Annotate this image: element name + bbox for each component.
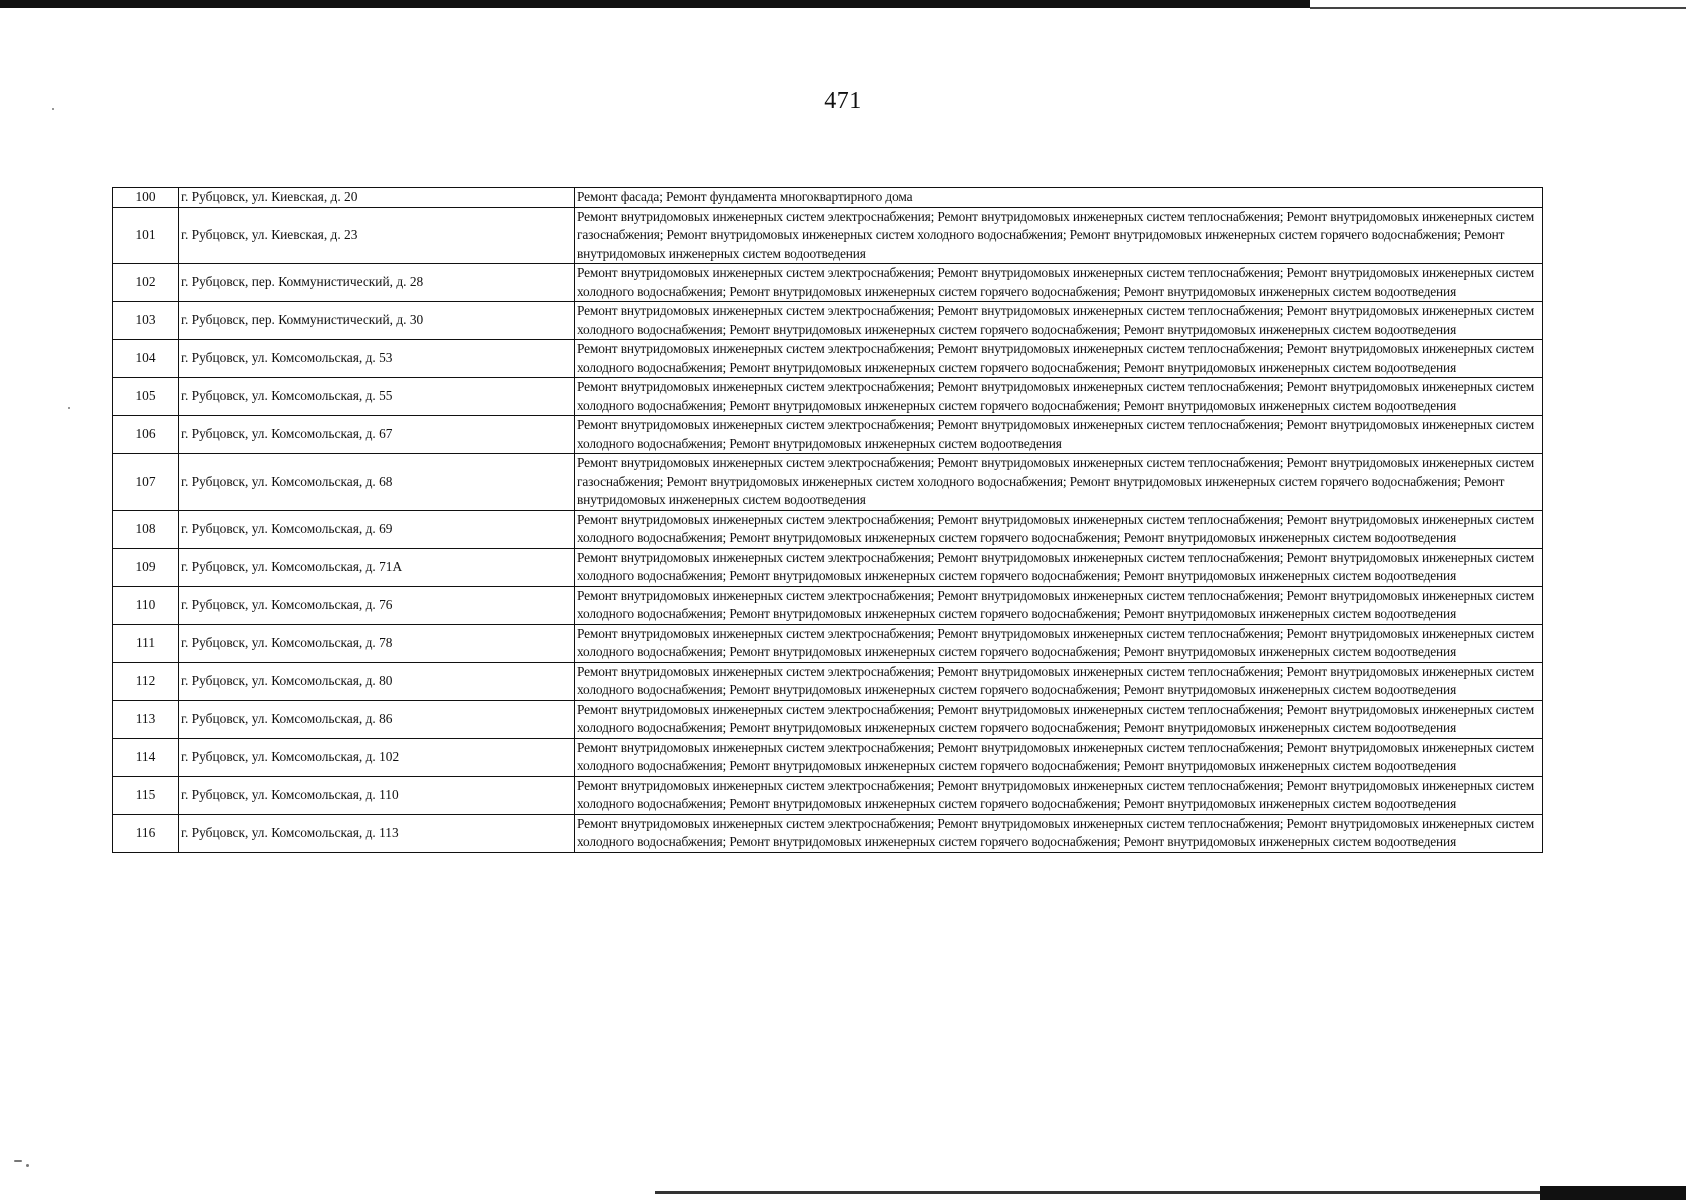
table-row	[113, 378, 1543, 416]
row-number-cell: 106	[113, 416, 179, 454]
row-number-cell: 110	[113, 586, 179, 624]
table-row	[113, 340, 1543, 378]
works-cell: Ремонт внутридомовых инженерных систем электроснабжения; Ремонт внутридомовых инженерных систем теплоснабжения; Ремонт внутридомовых инженерных систем холодного водоснабжения; Ремонт внутридомовых инженерных систем горячего водоснабжения; Ремонт внутридомовых инженерных систем водоотведения	[575, 624, 1543, 662]
row-number-cell: 115	[113, 776, 179, 814]
address-cell: г. Рубцовск, ул. Комсомольская, д. 55	[179, 378, 575, 416]
address-cell: г. Рубцовск, ул. Комсомольская, д. 53	[179, 340, 575, 378]
table-row	[113, 188, 1543, 208]
repair-works-table	[112, 187, 1543, 853]
table-row	[113, 302, 1543, 340]
works-cell: Ремонт внутридомовых инженерных систем электроснабжения; Ремонт внутридомовых инженерных систем теплоснабжения; Ремонт внутридомовых инженерных систем холодного водоснабжения; Ремонт внутридомовых инженерных систем горячего водоснабжения; Ремонт внутридомовых инженерных систем водоотведения	[575, 340, 1543, 378]
address-cell: г. Рубцовск, ул. Комсомольская, д. 67	[179, 416, 575, 454]
address-cell: г. Рубцовск, ул. Комсомольская, д. 68	[179, 454, 575, 511]
row-number-cell: 113	[113, 700, 179, 738]
address-cell: г. Рубцовск, ул. Комсомольская, д. 69	[179, 510, 575, 548]
address-cell: г. Рубцовск, ул. Комсомольская, д. 102	[179, 738, 575, 776]
row-number-cell: 101	[113, 207, 179, 264]
scan-edge-top-thin	[1310, 7, 1686, 9]
table-row	[113, 700, 1543, 738]
works-cell: Ремонт внутридомовых инженерных систем электроснабжения; Ремонт внутридомовых инженерных систем теплоснабжения; Ремонт внутридомовых инженерных систем холодного водоснабжения; Ремонт внутридомовых инженерных систем горячего водоснабжения; Ремонт внутридомовых инженерных систем водоотведения	[575, 738, 1543, 776]
works-cell: Ремонт внутридомовых инженерных систем электроснабжения; Ремонт внутридомовых инженерных систем теплоснабжения; Ремонт внутридомовых инженерных систем холодного водоснабжения; Ремонт внутридомовых инженерных систем водоотведения	[575, 416, 1543, 454]
table-row	[113, 416, 1543, 454]
address-cell: г. Рубцовск, ул. Комсомольская, д. 78	[179, 624, 575, 662]
table-row	[113, 776, 1543, 814]
works-cell: Ремонт внутридомовых инженерных систем электроснабжения; Ремонт внутридомовых инженерных систем теплоснабжения; Ремонт внутридомовых инженерных систем газоснабжения; Ремонт внутридомовых инженерных систем холодного водоснабжения; Ремонт внутридомовых инженерных систем горячего водоснабжения; Ремонт внутридомовых инженерных систем водоотведения	[575, 454, 1543, 511]
table-row	[113, 586, 1543, 624]
row-number-cell: 116	[113, 814, 179, 852]
works-cell: Ремонт внутридомовых инженерных систем электроснабжения; Ремонт внутридомовых инженерных систем теплоснабжения; Ремонт внутридомовых инженерных систем холодного водоснабжения; Ремонт внутридомовых инженерных систем горячего водоснабжения; Ремонт внутридомовых инженерных систем водоотведения	[575, 586, 1543, 624]
row-number-cell: 107	[113, 454, 179, 511]
works-cell: Ремонт внутридомовых инженерных систем электроснабжения; Ремонт внутридомовых инженерных систем теплоснабжения; Ремонт внутридомовых инженерных систем газоснабжения; Ремонт внутридомовых инженерных систем холодного водоснабжения; Ремонт внутридомовых инженерных систем горячего водоснабжения; Ремонт внутридомовых инженерных систем водоотведения	[575, 207, 1543, 264]
works-cell: Ремонт фасада; Ремонт фундамента многоквартирного дома	[575, 188, 1543, 208]
works-cell: Ремонт внутридомовых инженерных систем электроснабжения; Ремонт внутридомовых инженерных систем теплоснабжения; Ремонт внутридомовых инженерных систем холодного водоснабжения; Ремонт внутридомовых инженерных систем горячего водоснабжения; Ремонт внутридомовых инженерных систем водоотведения	[575, 302, 1543, 340]
scan-edge-bottom	[1540, 1186, 1686, 1200]
scan-speck	[14, 1160, 22, 1162]
scan-speck	[26, 1164, 29, 1167]
row-number-cell: 111	[113, 624, 179, 662]
row-number-cell: 104	[113, 340, 179, 378]
row-number-cell: 103	[113, 302, 179, 340]
address-cell: г. Рубцовск, ул. Киевская, д. 20	[179, 188, 575, 208]
works-cell: Ремонт внутридомовых инженерных систем электроснабжения; Ремонт внутридомовых инженерных систем теплоснабжения; Ремонт внутридомовых инженерных систем холодного водоснабжения; Ремонт внутридомовых инженерных систем горячего водоснабжения; Ремонт внутридомовых инженерных систем водоотведения	[575, 510, 1543, 548]
row-number-cell: 109	[113, 548, 179, 586]
works-cell: Ремонт внутридомовых инженерных систем электроснабжения; Ремонт внутридомовых инженерных систем теплоснабжения; Ремонт внутридомовых инженерных систем холодного водоснабжения; Ремонт внутридомовых инженерных систем горячего водоснабжения; Ремонт внутридомовых инженерных систем водоотведения	[575, 814, 1543, 852]
works-cell: Ремонт внутридомовых инженерных систем электроснабжения; Ремонт внутридомовых инженерных систем теплоснабжения; Ремонт внутридомовых инженерных систем холодного водоснабжения; Ремонт внутридомовых инженерных систем горячего водоснабжения; Ремонт внутридомовых инженерных систем водоотведения	[575, 548, 1543, 586]
scan-speck	[68, 407, 70, 409]
table-row	[113, 662, 1543, 700]
address-cell: г. Рубцовск, пер. Коммунистический, д. 30	[179, 302, 575, 340]
table-row	[113, 814, 1543, 852]
works-cell: Ремонт внутридомовых инженерных систем электроснабжения; Ремонт внутридомовых инженерных систем теплоснабжения; Ремонт внутридомовых инженерных систем холодного водоснабжения; Ремонт внутридомовых инженерных систем горячего водоснабжения; Ремонт внутридомовых инженерных систем водоотведения	[575, 700, 1543, 738]
row-number-cell: 102	[113, 264, 179, 302]
row-number-cell: 114	[113, 738, 179, 776]
address-cell: г. Рубцовск, ул. Комсомольская, д. 110	[179, 776, 575, 814]
address-cell: г. Рубцовск, ул. Комсомольская, д. 86	[179, 700, 575, 738]
row-number-cell: 108	[113, 510, 179, 548]
row-number-cell: 105	[113, 378, 179, 416]
works-cell: Ремонт внутридомовых инженерных систем электроснабжения; Ремонт внутридомовых инженерных систем теплоснабжения; Ремонт внутридомовых инженерных систем холодного водоснабжения; Ремонт внутридомовых инженерных систем горячего водоснабжения; Ремонт внутридомовых инженерных систем водоотведения	[575, 662, 1543, 700]
works-cell: Ремонт внутридомовых инженерных систем электроснабжения; Ремонт внутридомовых инженерных систем теплоснабжения; Ремонт внутридомовых инженерных систем холодного водоснабжения; Ремонт внутридомовых инженерных систем горячего водоснабжения; Ремонт внутридомовых инженерных систем водоотведения	[575, 776, 1543, 814]
scan-edge-top	[0, 0, 1310, 8]
table-row	[113, 738, 1543, 776]
table-row	[113, 624, 1543, 662]
works-cell: Ремонт внутридомовых инженерных систем электроснабжения; Ремонт внутридомовых инженерных систем теплоснабжения; Ремонт внутридомовых инженерных систем холодного водоснабжения; Ремонт внутридомовых инженерных систем горячего водоснабжения; Ремонт внутридомовых инженерных систем водоотведения	[575, 378, 1543, 416]
row-number-cell: 112	[113, 662, 179, 700]
address-cell: г. Рубцовск, ул. Комсомольская, д. 71А	[179, 548, 575, 586]
works-cell: Ремонт внутридомовых инженерных систем электроснабжения; Ремонт внутридомовых инженерных систем теплоснабжения; Ремонт внутридомовых инженерных систем холодного водоснабжения; Ремонт внутридомовых инженерных систем горячего водоснабжения; Ремонт внутридомовых инженерных систем водоотведения	[575, 264, 1543, 302]
address-cell: г. Рубцовск, пер. Коммунистический, д. 28	[179, 264, 575, 302]
scan-edge-bottom-thin	[655, 1191, 1540, 1194]
page-number: 471	[824, 88, 862, 114]
address-cell: г. Рубцовск, ул. Комсомольская, д. 80	[179, 662, 575, 700]
table-row	[113, 510, 1543, 548]
address-cell: г. Рубцовск, ул. Киевская, д. 23	[179, 207, 575, 264]
address-cell: г. Рубцовск, ул. Комсомольская, д. 76	[179, 586, 575, 624]
table-row	[113, 207, 1543, 264]
row-number-cell: 100	[113, 188, 179, 208]
address-cell: г. Рубцовск, ул. Комсомольская, д. 113	[179, 814, 575, 852]
table-row	[113, 454, 1543, 511]
table-row	[113, 548, 1543, 586]
table-row	[113, 264, 1543, 302]
